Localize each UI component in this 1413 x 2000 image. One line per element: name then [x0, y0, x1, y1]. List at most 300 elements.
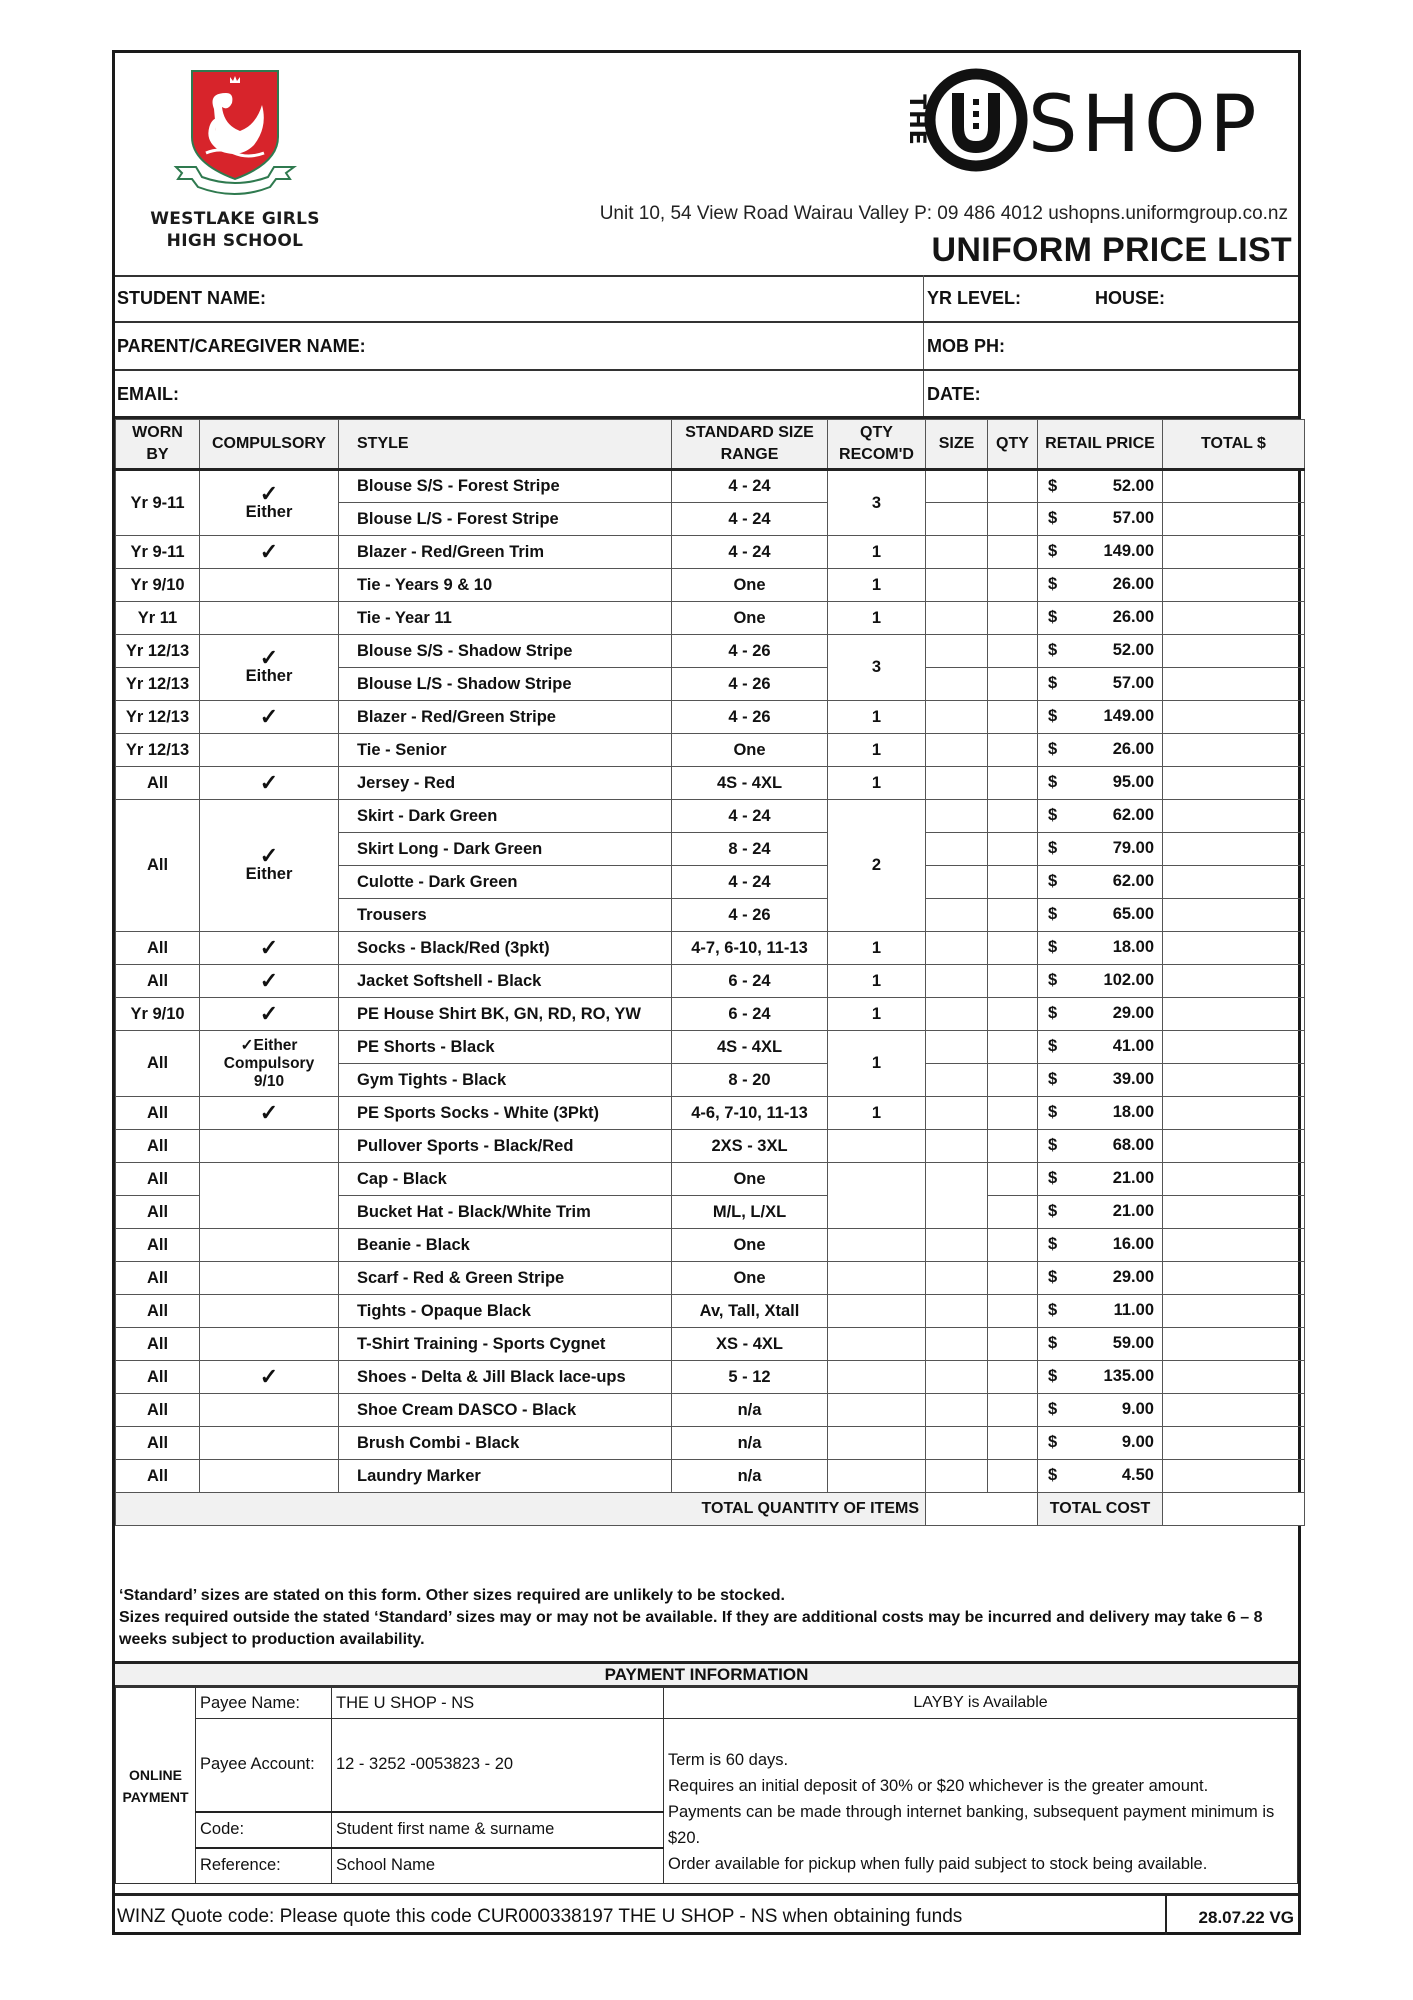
qty-recom-cell [828, 1328, 926, 1361]
price-amount: 26.00 [1112, 575, 1154, 593]
compulsory-cell [200, 569, 339, 602]
qty-input[interactable] [988, 866, 1038, 899]
total-quantity-input[interactable] [926, 1493, 1038, 1526]
qty-input[interactable] [988, 1196, 1038, 1229]
worn-by-cell: All [116, 1361, 200, 1394]
size-range-cell: 4 - 24 [672, 503, 828, 536]
total-input[interactable] [1163, 866, 1305, 899]
svg-text:SHOP: SHOP [1028, 80, 1261, 170]
size-input[interactable] [926, 602, 988, 635]
size-notes [115, 1583, 1298, 1653]
size-input[interactable] [926, 1163, 988, 1229]
total-input[interactable] [1163, 998, 1305, 1031]
total-input[interactable] [1163, 932, 1305, 965]
worn-by-cell: All [116, 1097, 200, 1130]
size-input[interactable] [926, 1097, 988, 1130]
divider [923, 323, 924, 369]
style-cell: Shoes - Delta & Jill Black lace-ups [339, 1361, 672, 1394]
size-input[interactable] [926, 1295, 988, 1328]
qty-input[interactable] [988, 1328, 1038, 1361]
price-list-table [115, 419, 1305, 1526]
checkmark-icon: ✓ [259, 539, 279, 564]
total-input[interactable] [1163, 1394, 1305, 1427]
price-cell [1038, 800, 1163, 833]
col-total: TOTAL $ [1163, 420, 1305, 470]
worn-by-cell: Yr 11 [116, 602, 200, 635]
size-input[interactable] [926, 569, 988, 602]
price-amount: 9.00 [1121, 1433, 1154, 1451]
qty-input[interactable] [988, 1130, 1038, 1163]
qty-input[interactable] [988, 602, 1038, 635]
total-input[interactable] [1163, 1328, 1305, 1361]
compulsory-cell [200, 1130, 339, 1163]
currency-symbol: $ [1048, 477, 1058, 495]
price-cell [1038, 569, 1163, 602]
style-cell: Gym Tights - Black [339, 1064, 672, 1097]
worn-by-cell: All [116, 1394, 200, 1427]
worn-by-cell: All [116, 1262, 200, 1295]
qty-recom-cell: 1 [828, 701, 926, 734]
currency-symbol: $ [1048, 1103, 1058, 1121]
qty-input[interactable] [988, 899, 1038, 932]
checkmark-icon: ✓ [259, 1001, 279, 1026]
either-label: Either [245, 865, 293, 883]
svg-text:THE: THE [904, 94, 929, 146]
total-input[interactable] [1163, 1097, 1305, 1130]
qty-input[interactable] [988, 998, 1038, 1031]
compulsory-cell [200, 1295, 339, 1328]
price-cell [1038, 503, 1163, 536]
qty-input[interactable] [988, 932, 1038, 965]
currency-symbol: $ [1048, 740, 1058, 758]
worn-by-cell: All [116, 1295, 200, 1328]
size-input[interactable] [926, 1427, 988, 1460]
size-input[interactable] [926, 1031, 988, 1064]
size-input[interactable] [926, 866, 988, 899]
style-cell: Tie - Years 9 & 10 [339, 569, 672, 602]
size-input[interactable] [926, 1361, 988, 1394]
total-input[interactable] [1163, 701, 1305, 734]
compulsory-cell [200, 965, 339, 998]
size-input[interactable] [926, 470, 988, 503]
total-input[interactable] [1163, 503, 1305, 536]
currency-symbol: $ [1048, 509, 1058, 527]
price-amount: 21.00 [1112, 1169, 1154, 1187]
online-payment-label [116, 1688, 196, 1884]
currency-symbol: $ [1048, 707, 1058, 725]
size-input[interactable] [926, 701, 988, 734]
total-input[interactable] [1163, 668, 1305, 701]
uniform-price-list-form [112, 50, 1301, 1935]
student-name-field[interactable]: STUDENT NAME: [117, 288, 266, 308]
code-value: Student first name & surname [332, 1812, 664, 1848]
qty-input[interactable] [988, 800, 1038, 833]
the-u-shop-logo-icon [888, 65, 1288, 175]
qty-input[interactable] [988, 635, 1038, 668]
qty-input[interactable] [988, 470, 1038, 503]
currency-symbol: $ [1048, 542, 1058, 560]
col-label: RANGE [720, 446, 779, 463]
reference-label: Reference: [196, 1848, 332, 1884]
qty-input[interactable] [988, 1427, 1038, 1460]
size-input[interactable] [926, 800, 988, 833]
either-compulsory-label: 9/10 [253, 1072, 285, 1090]
style-cell: Blouse L/S - Forest Stripe [339, 503, 672, 536]
price-amount: 21.00 [1112, 1202, 1154, 1220]
size-range-cell: One [672, 569, 828, 602]
total-quantity-label: TOTAL QUANTITY OF ITEMS [116, 1493, 926, 1526]
style-cell: PE House Shirt BK, GN, RD, RO, YW [339, 998, 672, 1031]
either-label: Either [245, 502, 293, 521]
total-input[interactable] [1163, 1460, 1305, 1493]
style-cell: Trousers [339, 899, 672, 932]
style-cell: Blazer - Red/Green Stripe [339, 701, 672, 734]
note-line: ‘Standard’ sizes are stated on this form. Other sizes required are unlikely to be stocked. [119, 1587, 785, 1604]
total-input[interactable] [1163, 1427, 1305, 1460]
currency-symbol: $ [1048, 1466, 1058, 1484]
price-amount: 26.00 [1112, 740, 1154, 758]
price-amount: 52.00 [1112, 641, 1154, 659]
style-cell: Tie - Senior [339, 734, 672, 767]
size-range-cell: n/a [672, 1394, 828, 1427]
price-amount: 68.00 [1112, 1136, 1154, 1154]
style-cell: Blazer - Red/Green Trim [339, 536, 672, 569]
qty-input[interactable] [988, 1031, 1038, 1064]
price-amount: 16.00 [1112, 1235, 1154, 1253]
total-input[interactable] [1163, 1361, 1305, 1394]
compulsory-cell [200, 998, 339, 1031]
size-range-cell: One [672, 1163, 828, 1196]
style-cell: Beanie - Black [339, 1229, 672, 1262]
qty-input[interactable] [988, 1394, 1038, 1427]
table-row [116, 1460, 1305, 1493]
payment-row [116, 1719, 1298, 1812]
style-cell: PE Shorts - Black [339, 1031, 672, 1064]
checkmark-icon: ✓ [259, 770, 279, 795]
table-row [116, 1361, 1305, 1394]
checkmark-icon: ✓ [259, 843, 279, 868]
col-label: QTY [860, 424, 893, 441]
qty-input[interactable] [988, 1064, 1038, 1097]
size-input[interactable] [926, 998, 988, 1031]
price-cell [1038, 668, 1163, 701]
qty-input[interactable] [988, 701, 1038, 734]
size-range-cell: 4 - 24 [672, 866, 828, 899]
reference-value: School Name [332, 1848, 664, 1884]
size-input[interactable] [926, 734, 988, 767]
size-range-cell: 2XS - 3XL [672, 1130, 828, 1163]
worn-by-cell: Yr 9/10 [116, 569, 200, 602]
col-qty: QTY [988, 420, 1038, 470]
col-size-range [672, 420, 828, 470]
worn-by-cell: All [116, 965, 200, 998]
style-cell: Laundry Marker [339, 1460, 672, 1493]
compulsory-cell [200, 1361, 339, 1394]
price-amount: 41.00 [1112, 1037, 1154, 1055]
size-input[interactable] [926, 1460, 988, 1493]
qty-input[interactable] [988, 1229, 1038, 1262]
either-label: Either [245, 667, 293, 685]
style-cell: Blouse S/S - Forest Stripe [339, 470, 672, 503]
currency-symbol: $ [1048, 773, 1058, 791]
qty-input[interactable] [988, 1295, 1038, 1328]
table-row [116, 1394, 1305, 1427]
total-input[interactable] [1163, 1295, 1305, 1328]
table-row [116, 800, 1305, 833]
table-row [116, 470, 1305, 503]
size-input[interactable] [926, 833, 988, 866]
size-range-cell: 4 - 26 [672, 701, 828, 734]
col-style: STYLE [339, 420, 672, 470]
compulsory-cell [200, 800, 339, 932]
compulsory-cell [200, 734, 339, 767]
divider [923, 275, 924, 321]
layby-terms [664, 1719, 1298, 1884]
size-input[interactable] [926, 1262, 988, 1295]
table-row [116, 1130, 1305, 1163]
header [115, 53, 1298, 277]
qty-input[interactable] [988, 734, 1038, 767]
layby-line: Order available for pickup when fully paid subject to stock being available. [668, 1855, 1208, 1873]
worn-by-cell: Yr 12/13 [116, 635, 200, 668]
col-label: BY [146, 446, 169, 463]
price-cell [1038, 1361, 1163, 1394]
compulsory-cell [200, 932, 339, 965]
size-range-cell: One [672, 1262, 828, 1295]
style-cell: Culotte - Dark Green [339, 866, 672, 899]
price-cell [1038, 635, 1163, 668]
size-input[interactable] [926, 1394, 988, 1427]
page-title: UNIFORM PRICE LIST [931, 231, 1292, 269]
size-range-cell: 8 - 20 [672, 1064, 828, 1097]
style-cell: T-Shirt Training - Sports Cygnet [339, 1328, 672, 1361]
email-field[interactable]: EMAIL: [117, 384, 179, 404]
style-cell: Scarf - Red & Green Stripe [339, 1262, 672, 1295]
total-input[interactable] [1163, 1196, 1305, 1229]
currency-symbol: $ [1048, 872, 1058, 890]
compulsory-cell [200, 1097, 339, 1130]
price-cell [1038, 734, 1163, 767]
price-cell [1038, 470, 1163, 503]
qty-input[interactable] [988, 965, 1038, 998]
total-input[interactable] [1163, 734, 1305, 767]
worn-by-cell: All [116, 1460, 200, 1493]
price-cell [1038, 1031, 1163, 1064]
compulsory-cell [200, 767, 339, 800]
worn-by-cell: Yr 12/13 [116, 668, 200, 701]
total-input[interactable] [1163, 767, 1305, 800]
compulsory-cell [200, 1163, 339, 1229]
qty-input[interactable] [988, 1097, 1038, 1130]
qty-input[interactable] [988, 569, 1038, 602]
total-input[interactable] [1163, 965, 1305, 998]
size-input[interactable] [926, 1130, 988, 1163]
style-cell: Cap - Black [339, 1163, 672, 1196]
compulsory-cell [200, 602, 339, 635]
currency-symbol: $ [1048, 1433, 1058, 1451]
price-amount: 79.00 [1112, 839, 1154, 857]
price-cell [1038, 701, 1163, 734]
price-amount: 18.00 [1112, 938, 1154, 956]
size-input[interactable] [926, 965, 988, 998]
size-input[interactable] [926, 668, 988, 701]
qty-recom-cell: 3 [828, 635, 926, 701]
total-input[interactable] [1163, 1031, 1305, 1064]
size-input[interactable] [926, 1064, 988, 1097]
payment-information-title: PAYMENT INFORMATION [115, 1661, 1298, 1687]
info-row-email [115, 371, 1298, 419]
table-row [116, 1031, 1305, 1064]
date-field[interactable]: DATE: [927, 384, 981, 404]
currency-symbol: $ [1048, 1136, 1058, 1154]
price-cell [1038, 1196, 1163, 1229]
note-line: Sizes required outside the stated ‘Standard’ sizes may or may not be available. If they are additional costs may be incurred and delivery may take 6 – 8 weeks subject to production availability. [119, 1609, 1263, 1648]
table-row [116, 1328, 1305, 1361]
price-amount: 26.00 [1112, 608, 1154, 626]
total-input[interactable] [1163, 1064, 1305, 1097]
yr-level-field[interactable]: YR LEVEL: [927, 288, 1022, 308]
worn-by-cell: All [116, 1328, 200, 1361]
size-input[interactable] [926, 932, 988, 965]
qty-input[interactable] [988, 1361, 1038, 1394]
total-input[interactable] [1163, 899, 1305, 932]
table-row [116, 932, 1305, 965]
price-amount: 29.00 [1112, 1004, 1154, 1022]
table-row [116, 1262, 1305, 1295]
worn-by-cell: All [116, 1163, 200, 1196]
table-row [116, 1163, 1305, 1196]
size-input[interactable] [926, 1229, 988, 1262]
price-amount: 149.00 [1103, 707, 1154, 725]
compulsory-cell [200, 1427, 339, 1460]
house-field[interactable]: HOUSE: [1095, 288, 1166, 308]
currency-symbol: $ [1048, 971, 1058, 989]
parent-name-field[interactable]: PARENT/CAREGIVER NAME: [117, 336, 366, 356]
size-range-cell: 6 - 24 [672, 965, 828, 998]
checkmark-icon: ✓ [259, 704, 279, 729]
size-input[interactable] [926, 503, 988, 536]
total-input[interactable] [1163, 833, 1305, 866]
style-cell: Skirt - Dark Green [339, 800, 672, 833]
col-label: RECOM'D [839, 446, 914, 463]
style-cell: Blouse S/S - Shadow Stripe [339, 635, 672, 668]
payee-name-label: Payee Name: [196, 1688, 332, 1719]
checkmark-icon: ✓ [259, 935, 279, 960]
qty-recom-cell [828, 1460, 926, 1493]
worn-by-cell: Yr 9-11 [116, 536, 200, 569]
worn-by-cell: Yr 12/13 [116, 734, 200, 767]
col-worn-by [116, 420, 200, 470]
qty-input[interactable] [988, 767, 1038, 800]
size-input[interactable] [926, 899, 988, 932]
currency-symbol: $ [1048, 1400, 1058, 1418]
price-amount: 57.00 [1112, 509, 1154, 527]
total-input[interactable] [1163, 1229, 1305, 1262]
total-input[interactable] [1163, 536, 1305, 569]
worn-by-cell: All [116, 1130, 200, 1163]
total-cost-input[interactable] [1163, 1493, 1305, 1526]
qty-recom-cell [828, 1394, 926, 1427]
price-cell [1038, 1262, 1163, 1295]
qty-input[interactable] [988, 1163, 1038, 1196]
layby-line: Payments can be made through internet banking, subsequent payment minimum is $20. [668, 1803, 1275, 1847]
table-row [116, 767, 1305, 800]
qty-input[interactable] [988, 833, 1038, 866]
worn-by-cell: All [116, 1031, 200, 1097]
checkmark-icon: ✓ [259, 480, 279, 506]
total-input[interactable] [1163, 1262, 1305, 1295]
winz-quote-footer [115, 1893, 1298, 1935]
size-range-cell: 4 - 26 [672, 668, 828, 701]
currency-symbol: $ [1048, 674, 1058, 692]
style-cell: Jacket Softshell - Black [339, 965, 672, 998]
qty-input[interactable] [988, 503, 1038, 536]
mob-ph-field[interactable]: MOB PH: [927, 336, 1005, 356]
size-range-cell: 4 - 26 [672, 635, 828, 668]
price-cell [1038, 1427, 1163, 1460]
price-cell [1038, 1097, 1163, 1130]
total-input[interactable] [1163, 470, 1305, 503]
price-cell [1038, 1394, 1163, 1427]
size-input[interactable] [926, 767, 988, 800]
style-cell: Skirt Long - Dark Green [339, 833, 672, 866]
col-label: STANDARD SIZE [685, 424, 814, 441]
price-amount: 95.00 [1112, 773, 1154, 791]
size-range-cell: One [672, 1229, 828, 1262]
style-cell: Shoe Cream DASCO - Black [339, 1394, 672, 1427]
price-amount: 62.00 [1112, 806, 1154, 824]
price-cell [1038, 833, 1163, 866]
payment-table [115, 1687, 1298, 1884]
total-input[interactable] [1163, 1163, 1305, 1196]
style-cell: Jersey - Red [339, 767, 672, 800]
price-amount: 57.00 [1112, 674, 1154, 692]
qty-input[interactable] [988, 1460, 1038, 1493]
total-input[interactable] [1163, 800, 1305, 833]
size-input[interactable] [926, 536, 988, 569]
size-range-cell: 4-6, 7-10, 11-13 [672, 1097, 828, 1130]
col-compulsory: COMPULSORY [200, 420, 339, 470]
table-row [116, 1229, 1305, 1262]
divider [923, 371, 924, 416]
table-row [116, 998, 1305, 1031]
size-range-cell: M/L, L/XL [672, 1196, 828, 1229]
style-cell: PE Sports Socks - White (3Pkt) [339, 1097, 672, 1130]
size-range-cell: 4 - 24 [672, 470, 828, 503]
total-input[interactable] [1163, 602, 1305, 635]
payee-account-value: 12 - 3252 -0053823 - 20 [332, 1719, 664, 1812]
size-range-cell: 4 - 24 [672, 536, 828, 569]
col-qty-recom [828, 420, 926, 470]
total-input[interactable] [1163, 1130, 1305, 1163]
qty-input[interactable] [988, 668, 1038, 701]
school-name-line1: WESTLAKE GIRLS [150, 209, 320, 229]
price-amount: 149.00 [1103, 542, 1154, 560]
total-input[interactable] [1163, 635, 1305, 668]
worn-by-cell: All [116, 1196, 200, 1229]
size-input[interactable] [926, 635, 988, 668]
info-row-parent [115, 323, 1298, 371]
table-row [116, 635, 1305, 668]
size-input[interactable] [926, 1328, 988, 1361]
price-cell [1038, 866, 1163, 899]
price-amount: 9.00 [1121, 1400, 1154, 1418]
compulsory-cell [200, 1394, 339, 1427]
total-input[interactable] [1163, 569, 1305, 602]
table-header-row [116, 420, 1305, 470]
qty-input[interactable] [988, 536, 1038, 569]
qty-input[interactable] [988, 1262, 1038, 1295]
